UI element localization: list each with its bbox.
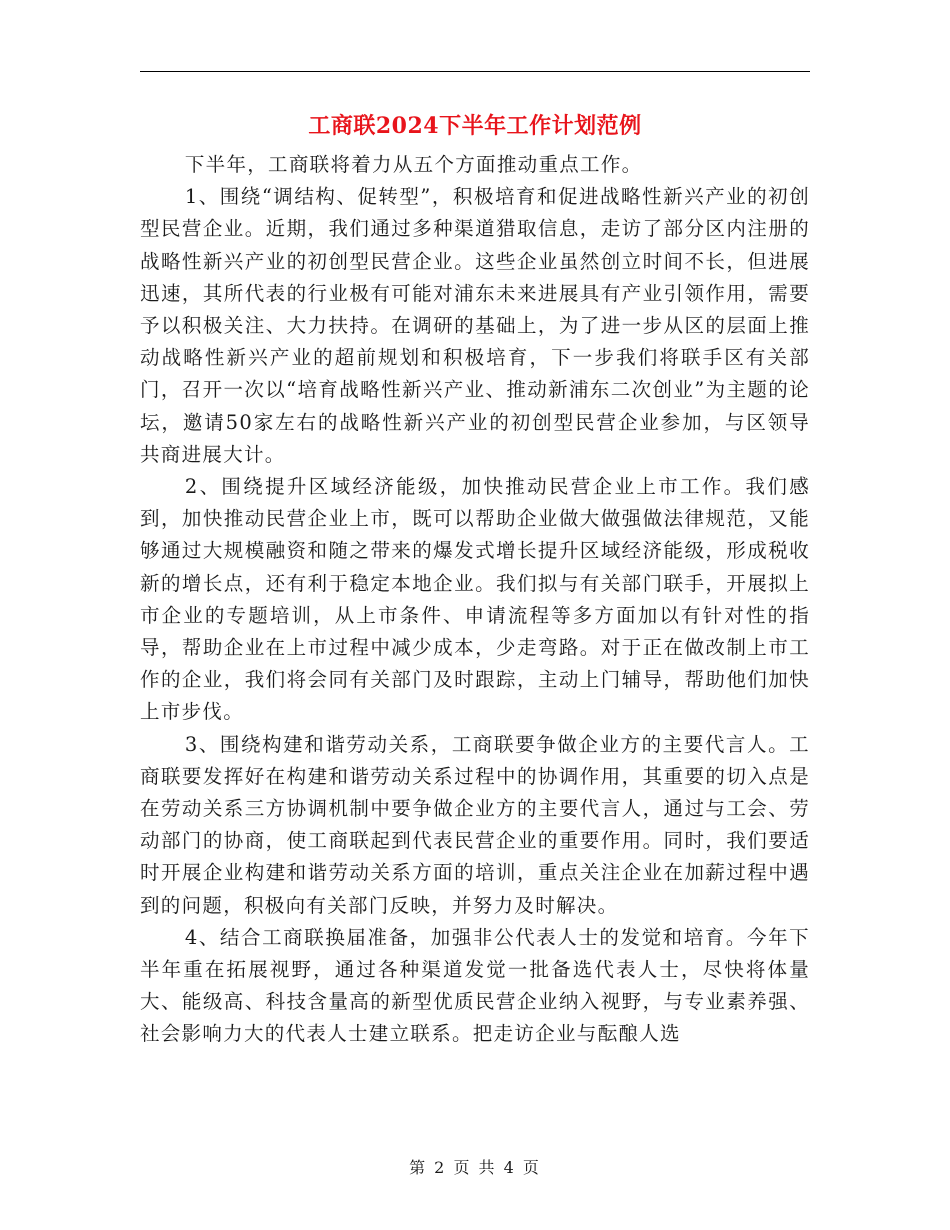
paragraph-intro: 下半年，工商联将着力从五个方面推动重点工作。 [184, 153, 643, 176]
page-number-footer: 第 2 页 共 4 页 [409, 1158, 541, 1177]
paragraph-item-1: 1、围绕“调结构、促转型”，积极培育和促进战略性新兴产业的初创型民营企业。近期，我们通过多种渠道猎取信息，走访了部分区内注册的战略性新兴产业的初创型民营企业。这些企业虽然创立时间不长，但进展迅速，其所代表的行业极有可能对浦东未来进展具有产业引领作用，需要予以积极关注、大力扶持。在调研的基础上，为了进一步从区的层面上推动战略性新兴产业的超前规划和积极培育，下一步我们将联手区有关部门，召开一次以“培育战略性新兴产业、推动新浦东二次创业”为主题的论坛，邀请50家左右的战略性新兴产业的初创型民营企业参加，与区领导共商进展大计。 [140, 185, 810, 466]
header-rule [140, 71, 810, 72]
paragraph-item-4: 4、结合工商联换届准备，加强非公代表人士的发觉和培育。今年下半年重在拓展视野，通过各种渠道发觉一批备选代表人士，尽快将体量大、能级高、科技含量高的新型优质民营企业纳入视野，与专业素养强、社会影响力大的代表人士建立联系。把走访企业与酝酿人选 [140, 925, 810, 1046]
document-title: 工商联2024下半年工作计划范例 [308, 113, 642, 139]
document-body [140, 149, 810, 1051]
paragraph-item-2: 2、围绕提升区域经济能级，加快推动民营企业上市工作。我们感到，加快推动民营企业上市，既可以帮助企业做大做强做法律规范，又能够通过大规模融资和随之带来的爆发式增长提升区域经济能级，形成税收新的增长点，还有利于稳定本地企业。我们拟与有关部门联手，开展拟上市企业的专题培训，从上市条件、申请流程等多方面加以有针对性的指导，帮助企业在上市过程中减少成本，少走弯路。对于正在做改制上市工作的企业，我们将会同有关部门及时跟踪，主动上门辅导，帮助他们加快上市步伐。 [140, 475, 810, 724]
paragraph-item-3: 3、围绕构建和谐劳动关系，工商联要争做企业方的主要代言人。工商联要发挥好在构建和谐劳动关系过程中的协调作用，其重要的切入点是在劳动关系三方协调机制中要争做企业方的主要代言人，通过与工会、劳动部门的协商，使工商联起到代表民营企业的重要作用。同时，我们要适时开展企业构建和谐劳动关系方面的培训，重点关注企业在加薪过程中遇到的问题，积极向有关部门反映，并努力及时解决。 [140, 732, 810, 917]
